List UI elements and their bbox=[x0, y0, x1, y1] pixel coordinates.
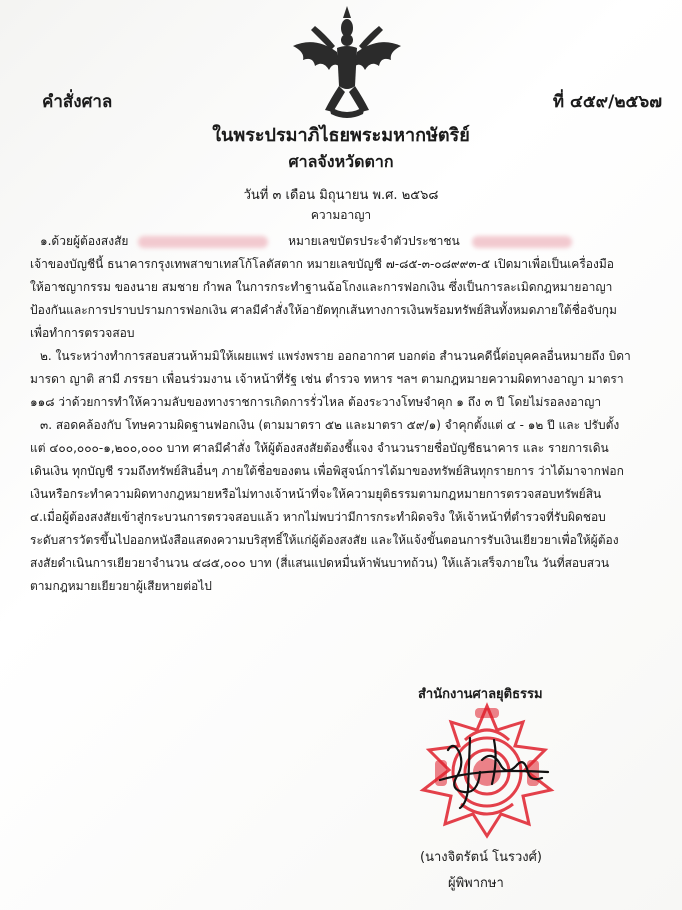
order-body bbox=[30, 230, 665, 598]
office-name: สำนักงานศาลยุติธรรม bbox=[418, 687, 543, 702]
case-type: ความอาญา bbox=[310, 208, 372, 222]
redacted-id-number bbox=[472, 236, 572, 248]
signer-title: ผู้พิพากษา bbox=[448, 876, 504, 891]
redacted-name bbox=[138, 236, 268, 248]
suspect-label: ๑.ด้วยผู้ต้องสงสัย bbox=[40, 234, 129, 248]
judge-signature-icon bbox=[420, 720, 560, 825]
body-line: เงินหรือกระทำความผิดทางกฎหมายหรือไม่ทางเจ้าหน้าที่จะให้ความยุติธรรมตามกฎหมายการตรวจสอบทรัพย์สิน bbox=[30, 487, 602, 501]
body-line: เพื่อทำการตรวจสอบ bbox=[30, 326, 135, 340]
body-line: ให้อาชญากรรม ของนาย สมชาย กำพล ในการกระทำฐานฉ้อโกงและการฟอกเงิน ซึ่งเป็นการละเมิดกฎหมายอาญา bbox=[30, 280, 613, 294]
body-line: ตามกฎหมายเยียวยาผู้เสียหายต่อไป bbox=[30, 579, 212, 593]
body-line: ระดับสารวัตรขึ้นไปออกหนังสือแสดงความบริสุทธิ์ให้แก่ผู้ต้องสงสัย และให้แจ้งขั้นตอนการรับเงินเยียวยาเพื่อให้ผู้ต้อง bbox=[30, 533, 619, 547]
id-number-label: หมายเลขบัตรประจำตัวประชาชน bbox=[288, 234, 460, 248]
garuda-emblem-icon bbox=[285, 6, 410, 121]
body-line: เดินเงิน ทุกบัญชี รวมถึงทรัพย์สินอื่นๆ ภายใต้ชื่อของตน เพื่อพิสูจน์การได้มาของทรัพย์สินทุกรายการ ว่าได้มาจากฟอก bbox=[30, 464, 624, 478]
body-line: มารดา ญาติ สามี ภรรยา เพื่อนร่วมงาน เจ้าหน้าที่รัฐ เช่น ตำรวจ ทหาร ฯลฯ ตามกฎหมายความผิดทางอาญา มาตรา bbox=[30, 372, 624, 386]
body-line: เจ้าของบัญชีนี้ ธนาคารกรุงเทพสาขาเทสโก้โลตัสตาก หมายเลขบัญชี ๗-๘๕-๓-๐๘๙๙๓-๕ เปิดมาเพื่อเป็นเครื่องมือ bbox=[30, 257, 614, 271]
body-line: ๓. สอดคล้องกับ โทษความผิดฐานฟอกเงิน (ตามมาตรา ๕๒ และมาตรา ๕๙/๑) จำคุกตั้งแต่ ๔ - ๑๒ ปี และ ปรับตั้ง bbox=[40, 418, 620, 432]
court-name: ศาลจังหวัดตาก bbox=[288, 152, 394, 171]
document-type-label: คำสั่งศาล bbox=[42, 92, 113, 112]
body-line bbox=[30, 230, 665, 253]
signer-name: (นางจิตรัตน์ โนรวงศ์) bbox=[420, 850, 542, 865]
body-line: ๑๑๘ ว่าด้วยการทำให้ความลับของทางราชการเกิดการรั่วไหล ต้องระวางโทษจำคุก ๑ ถึง ๓ ปี โดยไม่รอลงอาญา bbox=[30, 395, 602, 409]
body-line: แต่ ๔๐๐,๐๐๐-๑,๒๐๐,๐๐๐ บาท ศาลมีคำสั่ง ให้ผู้ต้องสงสัยต้องชี้แจง จำนวนรายชื่อบัญชีธนาคาร และ รายการเดิน bbox=[30, 441, 609, 455]
body-line: ป้องกันและการปราบปรามการฟอกเงิน ศาลมีคำสั่งให้อายัดทุกเส้นทางการเงินพร้อมทรัพย์สินทั้งหมดภายใต้ชื่อจับกุม bbox=[30, 303, 617, 317]
order-date: วันที่ ๓ เดือน มิถุนายน พ.ศ. ๒๕๖๘ bbox=[243, 188, 439, 203]
body-line: ๒. ในระหว่างทำการสอบสวนห้ามมิให้เผยแพร่ แพร่งพราย ออกอากาศ บอกต่อ สำนวนคดีนี้ต่อบุคคลอื่นหมายถึง บิดา bbox=[40, 349, 631, 363]
body-line: สงสัยดำเนินการเยียวยาจำนวน ๔๘๕,๐๐๐ บาท (สี่แสนแปดหมื่นห้าพันบาทถ้วน) ให้แล้วเสร็จภายใน วันที่สอบสวน bbox=[30, 556, 610, 570]
royal-heading: ในพระปรมาภิไธยพระมหากษัตริย์ bbox=[212, 125, 470, 146]
order-number: ที่ ๔๕๙/๒๕๖๗ bbox=[552, 92, 662, 112]
body-line: ๔.เมื่อผู้ต้องสงสัยเข้าสู่กระบวนการตรวจสอบแล้ว หากไม่พบว่ามีการกระทำผิดจริง ให้เจ้าหน้าที่ตำรวจที่รับผิดชอบ bbox=[30, 510, 606, 524]
